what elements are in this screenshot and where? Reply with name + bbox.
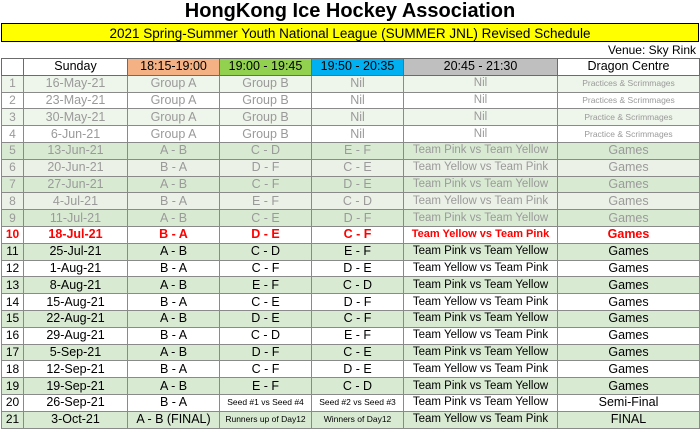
table-row [2,159,700,176]
row-slot1: B - A [128,159,220,176]
row-slot4: Team Pink vs Team Yellow [404,210,558,227]
row-date: 19-Sep-21 [24,378,128,395]
table-row [2,277,700,294]
row-slot3: D - F [312,210,404,227]
table-row [2,243,700,260]
row-slot1: B - A [128,193,220,210]
row-number: 10 [2,226,24,243]
row-date: 6-Jun-21 [24,126,128,143]
row-dragon-centre: Games [558,361,700,378]
row-dragon-centre: Games [558,142,700,159]
row-slot1: B - A [128,260,220,277]
row-number: 4 [2,126,24,143]
row-slot2: C - E [220,210,312,227]
row-date: 22-Aug-21 [24,310,128,327]
schedule-table [1,58,700,429]
header-cell-slot3: 19:50 - 20:35 [312,59,404,76]
row-slot1: B - A [128,394,220,411]
row-date: 16-May-21 [24,75,128,92]
row-slot3: Nil [312,126,404,143]
row-dragon-centre: Games [558,277,700,294]
row-slot3: D - E [312,361,404,378]
row-number: 19 [2,378,24,395]
row-slot2: Group B [220,109,312,126]
row-date: 25-Jul-21 [24,243,128,260]
header-cell-slot1: 18:15-19:00 [128,59,220,76]
row-slot3: C - F [312,226,404,243]
table-row [2,126,700,143]
row-slot2: Runners up of Day12 [220,411,312,428]
header-cell-dragon-centre: Dragon Centre [558,59,700,76]
row-number: 13 [2,277,24,294]
row-slot2: Group B [220,92,312,109]
row-date: 3-Oct-21 [24,411,128,428]
venue-label: Venue: Sky Rink [607,43,696,57]
row-dragon-centre: Games [558,226,700,243]
row-slot3: Seed #2 vs Seed #3 [312,394,404,411]
row-number: 3 [2,109,24,126]
row-slot4: Team Yellow vs Team Pink [404,193,558,210]
row-slot4: Team Pink vs Team Yellow [404,378,558,395]
row-date: 30-May-21 [24,109,128,126]
row-slot2: D - F [220,344,312,361]
row-slot3: D - E [312,260,404,277]
row-date: 29-Aug-21 [24,327,128,344]
row-dragon-centre: Games [558,378,700,395]
row-slot3: C - E [312,159,404,176]
row-slot3: C - D [312,193,404,210]
row-number: 2 [2,92,24,109]
row-date: 8-Aug-21 [24,277,128,294]
row-slot2: D - E [220,310,312,327]
row-date: 18-Jul-21 [24,226,128,243]
row-slot1: B - A [128,361,220,378]
row-dragon-centre: Games [558,176,700,193]
row-slot2: E - F [220,277,312,294]
row-slot4: Nil [404,75,558,92]
row-slot1: Group A [128,92,220,109]
row-dragon-centre: Practices & Scrimmages [558,75,700,92]
row-dragon-centre: Games [558,294,700,311]
row-slot2: C - D [220,243,312,260]
table-row [2,310,700,327]
row-slot3: Nil [312,92,404,109]
row-number: 15 [2,310,24,327]
table-row [2,294,700,311]
row-slot3: C - D [312,378,404,395]
table-row [2,109,700,126]
row-number: 20 [2,394,24,411]
row-slot3: C - D [312,277,404,294]
table-row [2,92,700,109]
row-slot4: Team Pink vs Team Yellow [404,310,558,327]
header-cell-sunday: Sunday [24,59,128,76]
row-slot3: E - F [312,327,404,344]
row-slot1: Group A [128,126,220,143]
row-slot2: Group B [220,126,312,143]
schedule-subtitle: 2021 Spring-Summer Youth National League (SUMMER JNL) Revised Schedule [1,23,699,42]
row-slot1: B - A [128,294,220,311]
row-slot3: D - E [312,176,404,193]
row-dragon-centre: Practice & Scrimmages [558,126,700,143]
row-date: 13-Jun-21 [24,142,128,159]
row-slot3: C - F [312,310,404,327]
table-row [2,378,700,395]
row-slot1: Group A [128,109,220,126]
row-slot1: A - B [128,142,220,159]
row-number: 6 [2,159,24,176]
row-dragon-centre: Practices & Scrimmages [558,92,700,109]
row-slot3: Nil [312,109,404,126]
row-dragon-centre: Games [558,327,700,344]
row-date: 27-Jun-21 [24,176,128,193]
row-dragon-centre: Practice & Scrimmages [558,109,700,126]
row-slot1: A - B [128,210,220,227]
row-slot4: Nil [404,109,558,126]
header-cell-slot4: 20:45 - 21:30 [404,59,558,76]
row-slot2: Seed #1 vs Seed #4 [220,394,312,411]
row-number: 16 [2,327,24,344]
table-row [2,344,700,361]
table-row [2,75,700,92]
row-slot2: Group B [220,75,312,92]
row-number: 7 [2,176,24,193]
row-number: 1 [2,75,24,92]
row-slot3: Nil [312,75,404,92]
row-slot4: Team Yellow vs Team Pink [404,226,558,243]
row-slot4: Nil [404,92,558,109]
table-row [2,327,700,344]
row-slot4: Team Yellow vs Team Pink [404,159,558,176]
row-number: 9 [2,210,24,227]
row-slot4: Nil [404,126,558,143]
row-date: 5-Sep-21 [24,344,128,361]
row-dragon-centre: Semi-Final [558,394,700,411]
row-slot1: B - A [128,327,220,344]
header-cell-number [2,59,24,76]
row-slot4: Team Pink vs Team Yellow [404,344,558,361]
row-number: 17 [2,344,24,361]
row-slot1: A - B [128,310,220,327]
row-date: 20-Jun-21 [24,159,128,176]
row-slot4: Team Pink vs Team Yellow [404,243,558,260]
row-dragon-centre: Games [558,260,700,277]
row-slot3: E - F [312,142,404,159]
row-slot2: E - F [220,193,312,210]
header-row [2,59,700,76]
page-title: HongKong Ice Hockey Association [184,0,516,22]
row-number: 21 [2,411,24,428]
row-slot2: C - F [220,361,312,378]
row-slot2: C - F [220,260,312,277]
row-number: 5 [2,142,24,159]
table-row [2,361,700,378]
row-slot1: Group A [128,75,220,92]
row-dragon-centre: Games [558,193,700,210]
row-date: 12-Sep-21 [24,361,128,378]
row-number: 14 [2,294,24,311]
table-row [2,260,700,277]
row-dragon-centre: Games [558,210,700,227]
row-date: 23-May-21 [24,92,128,109]
row-dragon-centre: Games [558,344,700,361]
row-date: 11-Jul-21 [24,210,128,227]
header-cell-slot2: 19:00 - 19:45 [220,59,312,76]
row-slot4: Team Pink vs Team Yellow [404,277,558,294]
row-slot4: Team Yellow vs Team Pink [404,327,558,344]
row-dragon-centre: Games [558,310,700,327]
row-slot2: D - F [220,159,312,176]
table-row [2,411,700,428]
row-slot2: C - D [220,327,312,344]
row-slot2: D - E [220,226,312,243]
row-slot3: C - E [312,344,404,361]
row-number: 8 [2,193,24,210]
table-row [2,394,700,411]
row-slot3: E - F [312,243,404,260]
row-date: 4-Jul-21 [24,193,128,210]
row-slot4: Team Yellow vs Team Pink [404,294,558,311]
row-date: 15-Aug-21 [24,294,128,311]
table-row [2,176,700,193]
row-slot2: E - F [220,378,312,395]
row-slot2: C - E [220,294,312,311]
row-slot4: Team Pink vs Team Yellow [404,394,558,411]
row-number: 11 [2,243,24,260]
table-row [2,210,700,227]
row-slot2: C - F [220,176,312,193]
row-slot4: Team Pink vs Team Yellow [404,142,558,159]
row-slot2: C - D [220,142,312,159]
row-slot1: A - B [128,344,220,361]
row-slot3: D - F [312,294,404,311]
row-slot4: Team Yellow vs Team Pink [404,260,558,277]
row-number: 12 [2,260,24,277]
row-slot1: A - B (FINAL) [128,411,220,428]
row-slot1: A - B [128,243,220,260]
row-dragon-centre: FINAL [558,411,700,428]
table-row [2,226,700,243]
table-row [2,142,700,159]
row-date: 1-Aug-21 [24,260,128,277]
row-slot1: A - B [128,176,220,193]
row-slot1: B - A [128,226,220,243]
row-slot4: Team Pink vs Team Yellow [404,176,558,193]
table-row [2,193,700,210]
row-slot4: Team Yellow vs Team Pink [404,411,558,428]
row-slot4: Team Yellow vs Team Pink [404,361,558,378]
row-slot3: Winners of Day12 [312,411,404,428]
row-number: 18 [2,361,24,378]
row-dragon-centre: Games [558,159,700,176]
row-dragon-centre: Games [558,243,700,260]
row-slot1: A - B [128,277,220,294]
row-slot1: A - B [128,378,220,395]
row-date: 26-Sep-21 [24,394,128,411]
schedule-body [2,75,700,428]
